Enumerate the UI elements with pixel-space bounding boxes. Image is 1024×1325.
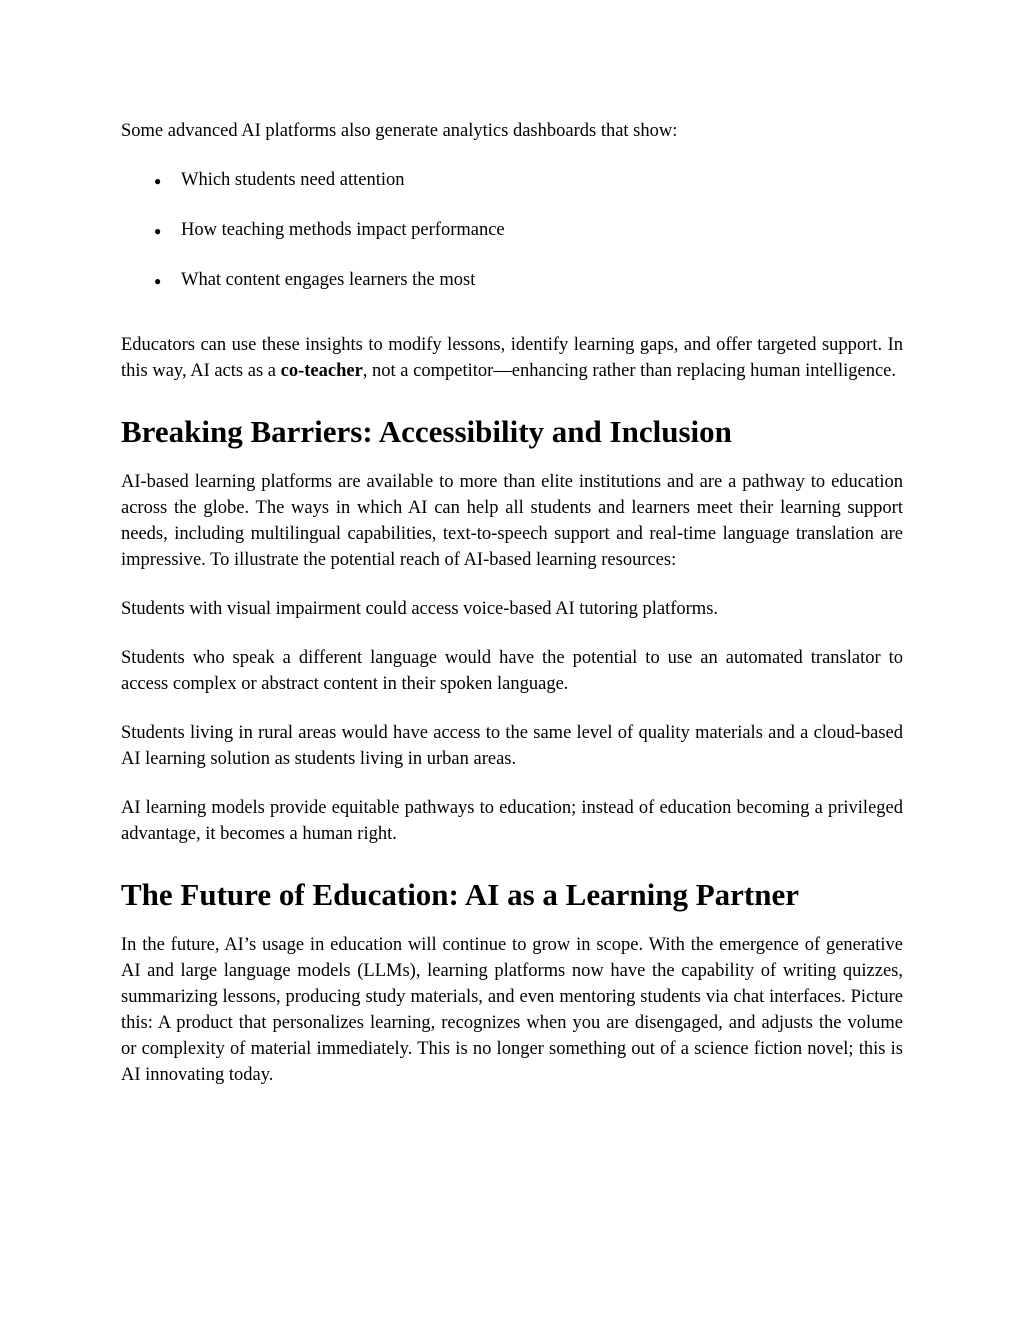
- paragraph-accessibility: AI-based learning platforms are available to more than elite institutions and are a pathway to education across the globe. The ways in which AI can help all students and learners meet their learning support needs, including multilingual capabilities, text-to-speech support and real-time language translation are impressive. To illustrate the potential reach of AI-based learning resources:: [121, 472, 903, 570]
- co-teacher-bold-term: co-teacher: [280, 361, 363, 381]
- paragraph-language-translation: Students who speak a different language would have the potential to use an automated translator to access complex or abstract content in their spoken language.: [121, 648, 903, 694]
- paragraph-rural-access: Students living in rural areas would have access to the same level of quality materials and a cloud-based AI learning solution as students living in urban areas.: [121, 723, 903, 769]
- co-teacher-text-post: , not a competitor—enhancing rather than replacing human intelligence.: [362, 361, 897, 381]
- bullet-text: Which students need attention: [181, 170, 405, 190]
- paragraph-co-teacher: [121, 332, 903, 384]
- bullet-dot-icon: ●: [154, 224, 162, 238]
- bullet-dot-icon: ●: [154, 274, 162, 288]
- bullet-text: What content engages learners the most: [181, 270, 476, 290]
- paragraph-equitable-pathways: AI learning models provide equitable pathways to education; instead of education becoming a privileged advantage, it becomes a human right.: [121, 798, 903, 844]
- co-teacher-text-pre: Educators can use these insights to modify lessons, identify learning gaps, and offer targeted support. In this way, AI acts as a: [121, 335, 903, 381]
- paragraph-visual-impairment: Students with visual impairment could access voice-based AI tutoring platforms.: [121, 599, 719, 619]
- paragraph-analytics-intro: Some advanced AI platforms also generate analytics dashboards that show:: [121, 121, 678, 141]
- list-item: [121, 267, 903, 293]
- heading-future-of-education: The Future of Education: AI as a Learning Partner: [121, 877, 799, 912]
- bullet-text: How teaching methods impact performance: [181, 220, 505, 240]
- paragraph-future: In the future, AI’s usage in education will continue to grow in scope. With the emergence of generative AI and large language models (LLMs), learning platforms now have the capability of writing quizzes, summarizing lessons, producing study materials, and even mentoring students via chat interfaces. Picture this: A product that personalizes learning, recognizes when you are disengaged, and adjusts the volume or complexity of material immediately. This is no longer something out of a science fiction novel; this is AI innovating today.: [121, 935, 903, 1085]
- list-item: [121, 167, 903, 193]
- bullet-dot-icon: ●: [154, 174, 162, 188]
- analytics-bullet-list: [121, 167, 903, 293]
- heading-breaking-barriers: Breaking Barriers: Accessibility and Inclusion: [121, 414, 732, 449]
- list-item: [121, 217, 903, 243]
